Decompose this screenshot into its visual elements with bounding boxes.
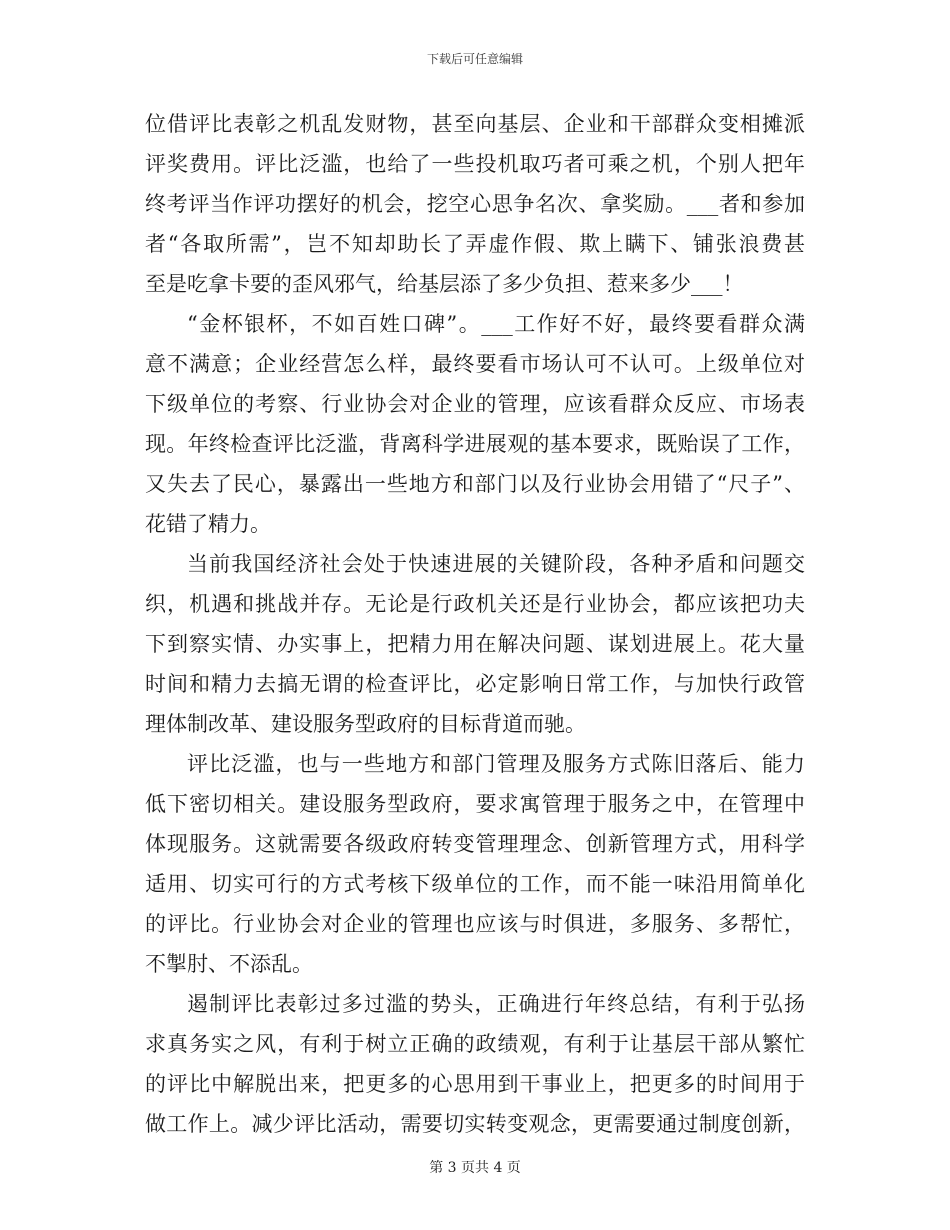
text-line: 至是吃拿卡要的歪风邪气，给基层添了多少负担、惹来多少___！: [145, 272, 744, 296]
text-line: 遏制评比表彰过多过滥的势头，正确进行年终总结，有利于弘扬: [187, 992, 805, 1016]
text-line: 求真务实之风，有利于树立正确的政绩观，有利于让基层干部从繁忙: [145, 1032, 805, 1056]
text-line: 适用、切实可行的方式考核下级单位的工作，而不能一味沿用简单化: [145, 872, 805, 896]
text-line: 评比泛滥，也与一些地方和部门管理及服务方式陈旧落后、能力: [187, 752, 805, 776]
text-line: 理体制改革、建设服务型政府的目标背道而驰。: [145, 712, 586, 736]
text-line: 意不满意；企业经营怎么样，最终要看市场认可不认可。上级单位对: [145, 352, 805, 376]
text-line: 下到察实情、办实事上，把精力用在解决问题、谋划进展上。花大量: [145, 632, 805, 656]
text-line: 又失去了民心，暴露出一些地方和部门以及行业协会用错了“尺子”、: [145, 472, 805, 496]
text-line: 终考评当作评功摆好的机会，挖空心思争名次、拿奖励。___者和参加: [145, 192, 805, 216]
text-line: 低下密切相关。建设服务型政府，要求寓管理于服务之中，在管理中: [145, 792, 805, 816]
text-line: 现。年终检查评比泛滥，背离科学进展观的基本要求，既贻误了工作，: [145, 432, 805, 456]
text-line: 不掣肘、不添乱。: [145, 952, 313, 976]
document-body: [145, 104, 805, 1144]
text-line: 体现服务。这就需要各级政府转变管理理念、创新管理方式，用科学: [145, 832, 805, 856]
text-line: 下级单位的考察、行业协会对企业的管理，应该看群众反应、市场表: [145, 392, 805, 416]
text-line: 的评比中解脱出来，把更多的心思用到干事业上，把更多的时间用于: [145, 1072, 805, 1096]
text-line: 评奖费用。评比泛滥，也给了一些投机取巧者可乘之机，个别人把年: [145, 152, 805, 176]
text-line: 者“各取所需”，岂不知却助长了弄虚作假、欺上瞒下、铺张浪费甚: [145, 232, 805, 256]
text-line: 的评比。行业协会对企业的管理也应该与时俱进，多服务、多帮忙，: [145, 912, 805, 936]
text-line: 位借评比表彰之机乱发财物，甚至向基层、企业和干部群众变相摊派: [145, 112, 805, 136]
text-line: 做工作上。减少评比活动，需要切实转变观念，更需要通过制度创新，: [145, 1112, 805, 1136]
page-number-footer: 第 3 页共 4 页: [429, 1160, 521, 1176]
text-line: 当前我国经济社会处于快速进展的关键阶段，各种矛盾和问题交: [187, 552, 805, 576]
text-line: “金杯银杯，不如百姓口碑”。___工作好不好，最终要看群众满: [187, 312, 805, 336]
text-line: 花错了精力。: [145, 512, 271, 536]
page-header: 下载后可任意编辑: [426, 52, 523, 66]
text-line: 织，机遇和挑战并存。无论是行政机关还是行业协会，都应该把功夫: [145, 592, 805, 616]
text-line: 时间和精力去搞无谓的检查评比，必定影响日常工作，与加快行政管: [145, 672, 805, 696]
